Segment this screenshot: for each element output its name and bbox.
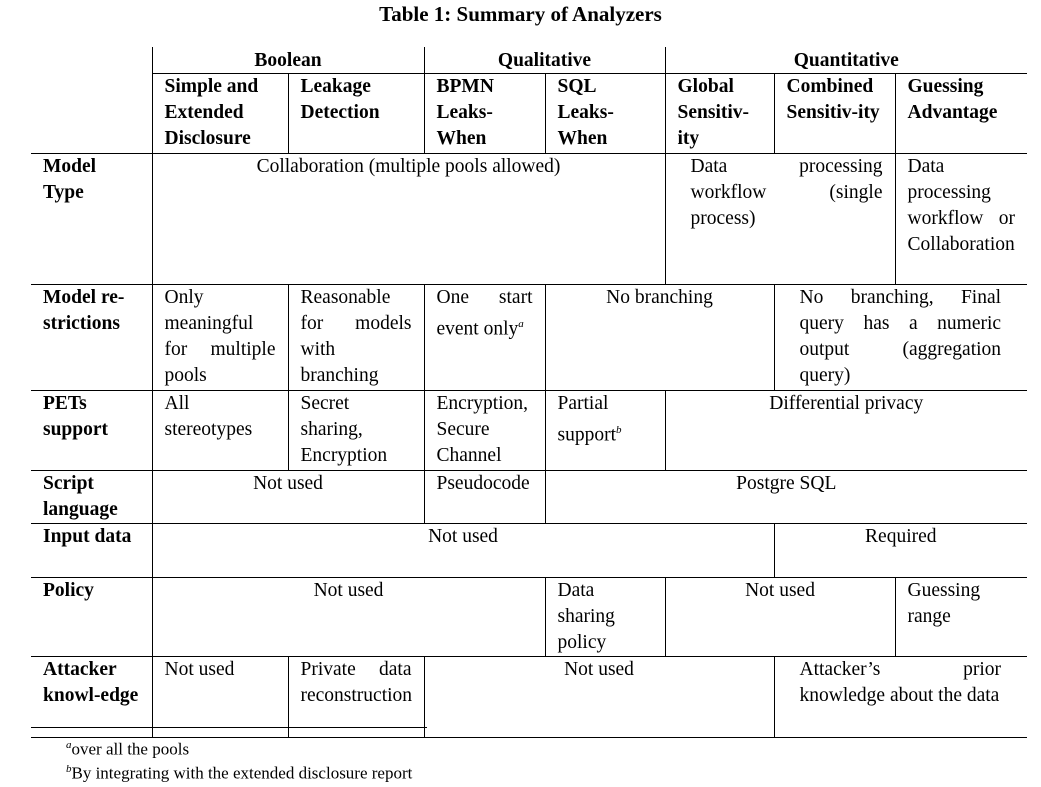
cell-pets-quantitative: Differential privacy — [665, 391, 1027, 471]
row-label-model-restrictions: Model re-strictions — [31, 285, 152, 391]
row-label-pets-support: PETs support — [31, 391, 152, 471]
footnote-b-mark: b — [66, 763, 72, 775]
row-label-script-language: Script language — [31, 471, 152, 524]
pets-sql-text: Partial support — [557, 393, 616, 446]
restrictions-bpmn-text: One start event only — [436, 287, 533, 340]
analyzers-table — [31, 47, 1027, 738]
row-label-attacker-knowledge: Attacker knowl-edge — [31, 657, 152, 738]
column-header-sql-leaks-when: SQL Leaks-When — [545, 74, 665, 154]
group-header-quantitative: Quantitative — [793, 50, 899, 71]
footnote-a-mark: a — [66, 739, 72, 751]
cell-policy-quant-not-used: Not used — [665, 578, 895, 657]
column-header-guessing-advantage: Guessing Advantage — [895, 74, 1027, 154]
cell-model-type-guessing: Data processing workflow or Collaboration — [895, 154, 1027, 285]
column-header-global-sensitivity: Global Sensitiv-ity — [665, 74, 774, 154]
table-row — [31, 657, 1027, 738]
column-header-bpmn-leaks-when: BPMN Leaks-When — [424, 74, 545, 154]
cell-restrictions-simple: Only meaningful for multiple pools — [152, 285, 288, 391]
footnote-a — [66, 735, 189, 760]
group-header-qualitative: Qualitative — [424, 47, 665, 74]
cell-input-required: Required — [774, 524, 1027, 578]
table-row — [31, 471, 1027, 524]
cell-pets-simple: All stereotypes — [152, 391, 288, 471]
footnote-a-text: over all the pools — [71, 739, 190, 759]
table-row — [31, 391, 1027, 471]
footnote-rule — [31, 727, 427, 728]
table-row — [31, 285, 1027, 391]
cell-script-boolean: Not used — [152, 471, 424, 524]
table-row — [31, 524, 1027, 578]
cell-model-type-collaboration: Collaboration (multiple pools allowed) — [152, 154, 665, 285]
cell-restrictions-bpmn — [424, 285, 545, 391]
cell-policy-not-used: Not used — [152, 578, 545, 657]
table-row — [31, 154, 1027, 285]
cell-script-sql: Postgre SQL — [545, 471, 1027, 524]
corner-cell-lower — [31, 74, 152, 154]
row-label-model-type: Model Type — [31, 154, 152, 285]
cell-attacker-not-used: Not used — [424, 657, 774, 738]
cell-attacker-prior-knowledge: Attacker’s prior knowledge about the data — [774, 657, 1027, 738]
column-header-leakage-detection: Leakage Detection — [288, 74, 424, 154]
footnote-mark-b: b — [616, 424, 622, 436]
cell-restrictions-combined-guessing: No branching, Final query has a numeric output (aggregation query) — [774, 285, 1027, 391]
column-header-combined-sensitivity: Combined Sensitiv-ity — [774, 74, 895, 154]
column-header-simple-extended: Simple and Extended Disclosure — [152, 74, 288, 154]
corner-cell — [31, 47, 152, 74]
cell-attacker-leakage: Private data reconstruction — [288, 657, 424, 738]
cell-input-not-used: Not used — [152, 524, 774, 578]
table-caption: Table 1: Summary of Analyzers — [379, 2, 662, 26]
cell-pets-leakage: Secret sharing, Encryption — [288, 391, 424, 471]
table-row — [31, 578, 1027, 657]
row-label-input-data: Input data — [31, 524, 152, 578]
group-header-boolean: Boolean — [152, 47, 424, 74]
cell-pets-bpmn: Encryption, Secure Channel — [424, 391, 545, 471]
cell-model-type-data-processing: Data processing workflow (single process) — [665, 154, 895, 285]
cell-policy-sql: Data sharing policy — [545, 578, 665, 657]
cell-restrictions-leakage: Reasonable for models with branching — [288, 285, 424, 391]
cell-script-bpmn: Pseudocode — [424, 471, 545, 524]
footnote-b — [66, 759, 412, 784]
footnote-mark-a: a — [518, 318, 524, 330]
footnote-b-text: By integrating with the extended disclosure report — [71, 763, 413, 783]
row-label-policy: Policy — [31, 578, 152, 657]
cell-attacker-simple: Not used — [152, 657, 288, 738]
cell-restrictions-sql-global: No branching — [545, 285, 774, 391]
cell-pets-sql — [545, 391, 665, 471]
cell-policy-guessing: Guessing range — [895, 578, 1027, 657]
